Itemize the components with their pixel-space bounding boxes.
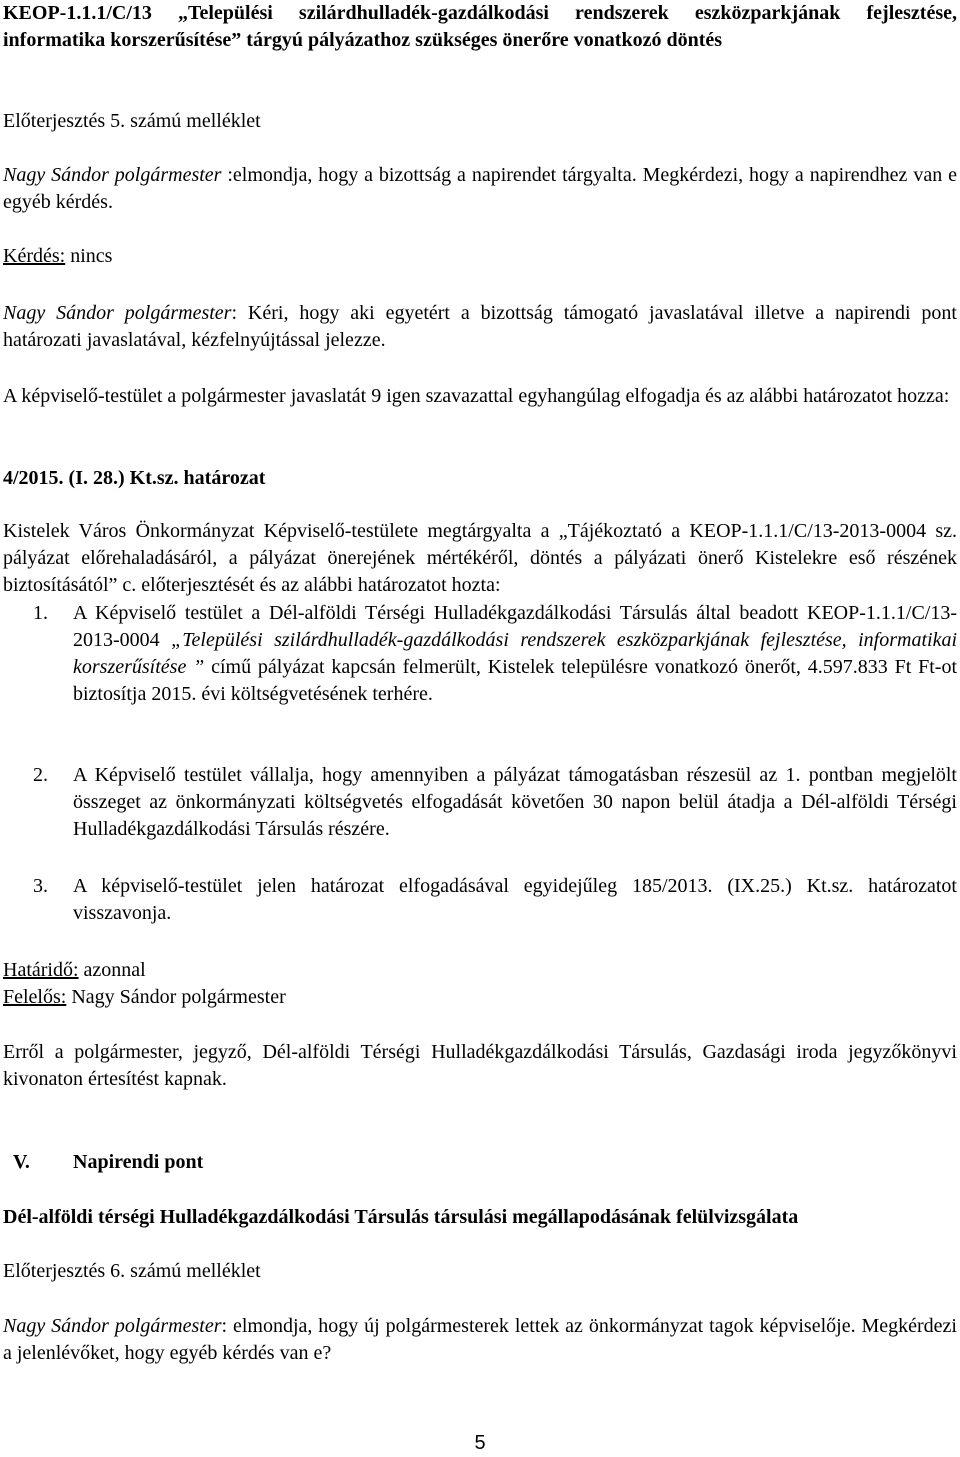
agenda-title: KEOP-1.1.1/C/13 „Települési szilárdhulladék-gazdálkodási rendszerek eszközparkjának fejlesztése, informatika korszerűsítése” tárgyú pályázathoz szükséges önerőre vonatkozó döntés (3, 2, 957, 51)
attachment-text: Előterjesztés 5. számú melléklet (3, 110, 261, 132)
resolution-intro: Kistelek Város Önkormányzat Képviselő-testülete megtárgyalta a „Tájékoztató a KEOP-1.1.1/C/13-2013-0004 sz. pályázat előrehaladásáról, a pályázat önerejének mértékéről, döntés a pályázati önerő Kistelekre eső részének biztosításától” c. előterjesztését és az alábbi határozatot hozta: (3, 520, 957, 596)
statement-text: :elmondja, hogy a bizottság a napirendet tárgyalta. Megkérdezi, hogy a napirendhez van e egyéb kérdés. (3, 164, 957, 213)
item-number: 2. (33, 764, 48, 786)
vote-result: A képviselő-testület a polgármester javaslatát 9 igen szavazattal egyhangúlag elfogadja és az alábbi határozatot hozza: (3, 385, 950, 407)
deadline-line (3, 957, 957, 984)
speaker-name: Nagy Sándor polgármester (3, 1315, 222, 1337)
page-number: 5 (474, 1432, 486, 1454)
item-text-part1: A Képviselő testület a Dél-alföldi Térségi Hulladékgazdálkodási Társulás által beadott KEOP-1.1.1/C/13-2013-0004 (73, 602, 957, 651)
responsible-line (3, 984, 957, 1011)
deadline-label: Határidő: (3, 959, 79, 981)
mayor-statement-2 (3, 300, 957, 354)
question-label: Kérdés: (3, 245, 66, 267)
question-value: nincs (65, 245, 113, 267)
responsible-label: Felelős: (3, 986, 67, 1008)
speaker-name: Nagy Sándor polgármester (3, 302, 232, 324)
statement-text: : elmondja, hogy új polgármesterek lettek az önkormányzat tagok képviselője. Megkérdezi a jelenlévőket, hogy egyéb kérdés van e? (3, 1315, 957, 1364)
item-text-part2: című pályázat kapcsán felmerült, Kistelek településre vonatkozó önerőt, 4.597.833 Ft Ft-ot biztosítja 2015. évi költségvetésének terhére. (73, 656, 957, 705)
statement-text: : Kéri, hogy aki egyetért a bizottság támogató javaslatával illetve a napirendi pont határozati javaslatával, kézfelnyújtással jelezze. (3, 302, 957, 351)
attachment-reference (3, 108, 957, 135)
item-number: 3. (33, 875, 48, 897)
agenda-heading-text: Napirendi pont (73, 1151, 204, 1173)
item-number: 1. (33, 602, 48, 624)
resolution-number: 4/2015. (I. 28.) Kt.sz. határozat (3, 467, 266, 489)
notification-paragraph: Erről a polgármester, jegyző, Dél-alföldi Térségi Hulladékgazdálkodási Társulás, Gazdasági iroda jegyzőkönyvi kivonaton értesítést kapnak. (3, 1041, 957, 1090)
deadline-value: azonnal (78, 959, 146, 981)
attachment-reference-6: Előterjesztés 6. számú melléklet (3, 1260, 261, 1282)
item-text: A Képviselő testület vállalja, hogy amennyiben a pályázat támogatásban részesül az 1. pontban megjelölt összeget az önkormányzati költségvetés elfogadását követően 30 napon belül átadja a Dél-alföldi Térségi Hulladékgazdálkodási Társulás részére. (73, 764, 957, 840)
speaker-name: Nagy Sándor polgármester (3, 164, 222, 186)
item-text: A képviselő-testület jelen határozat elfogadásával egyidejűleg 185/2013. (IX.25.) Kt.sz. határozatot visszavonja. (73, 875, 957, 924)
responsible-value: Nagy Sándor polgármester (66, 986, 286, 1008)
document-title-block (3, 0, 957, 54)
mayor-statement-1 (3, 162, 957, 216)
agenda-subject: Dél-alföldi térségi Hulladékgazdálkodási Társulás társulási megállapodásának felülvizsgálata (3, 1206, 799, 1228)
agenda-roman-number: V. (13, 1151, 30, 1173)
item-text (73, 600, 957, 708)
item-project-title: „Települési szilárdhulladék-gazdálkodási rendszerek eszközparkjának fejlesztése, informatikai korszerűsítése ” (73, 629, 958, 678)
agenda-heading (3, 1149, 957, 1176)
question-line (3, 243, 957, 270)
mayor-statement-3 (3, 1313, 957, 1367)
